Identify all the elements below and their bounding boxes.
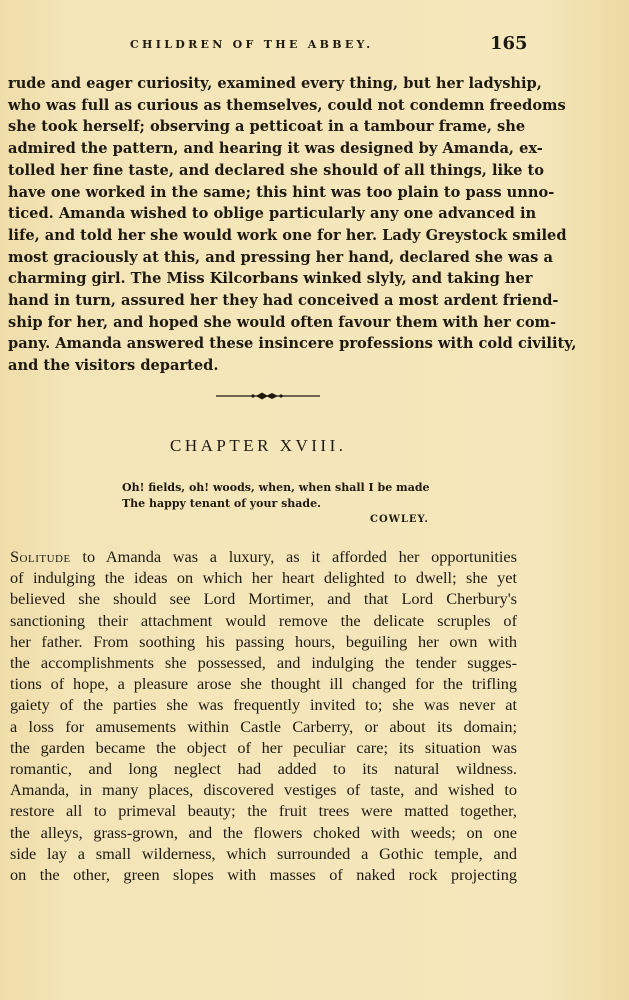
text-line: a loss for amusements within Castle Carberry, or about its domain; [10,716,517,736]
chapter-title: CHAPTER XVIII. [170,436,347,455]
text-line: the alleys, grass-grown, and the flowers choked with weeds; on one [10,822,517,842]
text-line: charming girl. The Miss Kilcorbans winked slyly, and taking her [8,270,533,288]
text-line: restore all to primeval beauty; the fruit trees were matted together, [10,801,517,821]
text-line [10,546,517,567]
text-line: have one worked in the same; this hint was too plain to pass unno- [8,183,555,201]
text-line: sanctioning their attachment would remove the delicate scruples of [10,610,517,630]
epigraph-line: The happy tenant of your shade. [122,497,321,510]
epigraph-author: COWLEY. [370,514,429,525]
text-line: on the other, green slopes with masses of naked rock projecting [10,865,517,885]
text-line: ship for her, and hoped she would often favour them with her com- [8,313,557,331]
text-line: her father. From soothing his passing hours, beguiling her own with [10,631,517,651]
paragraph-continued [8,73,577,377]
text-line: she took herself; observing a petticoat in a tambour frame, she [8,118,526,136]
text-line: and the visitors departed. [8,357,219,375]
text-line: rude and eager curiosity, examined every thing, but her ladyship, [8,75,542,92]
page-number: 165 [490,33,528,54]
text-line: romantic, and long neglect had added to its natural wildness. [10,759,517,779]
text-line: life, and told her she would work one for her. Lady Greystock smiled [8,226,567,244]
text-line: hand in turn, assured her they had conceived a most ardent friend- [8,292,559,310]
text-line: tolled her fine taste, and declared she should of all things, like to [8,161,545,179]
text-line: who was full as curious as themselves, could not condemn freedoms [8,96,566,114]
text-line: the accomplishments she possessed, and indulging the tender sugges- [10,653,517,673]
text-line: gaiety of the parties she was frequently invited to; she was never at [10,695,517,715]
text-line: ticed. Amanda wished to oblige particularly any one advanced in [8,205,537,223]
text-line: the garden became the object of her peculiar care; its situation was [10,737,517,757]
section-divider-ornament [216,390,320,402]
epigraph-line: Oh! fields, oh! woods, when, when shall I be made [122,481,430,494]
text-line: most graciously at this, and pressing her hand, declared she was a [8,248,553,266]
text-line: pany. Amanda answered these insincere professions with cold civility, [8,335,577,353]
text-line: of indulging the ideas on which her heart delighted to dwell; she yet [10,568,517,588]
chapter-paragraph [10,546,517,885]
running-head: CHILDREN OF THE ABBEY. [130,38,374,51]
text-line: Amanda, in many places, discovered vestiges of taste, and wished to [10,780,517,800]
text-line: admired the pattern, and hearing it was designed by Amanda, ex- [8,140,543,158]
text-span: to Amanda was a luxury, as it afforded her opportunities [70,547,517,566]
opening-word: Solitude [10,547,71,566]
text-line: believed she should see Lord Mortimer, and that Lord Cherbury's [10,589,517,609]
text-line: tions of hope, a pleasure arose she thought ill changed for the trifling [10,674,517,694]
epigraph [122,480,430,512]
text-line: side lay a small wilderness, which surrounded a Gothic temple, and [10,843,517,863]
